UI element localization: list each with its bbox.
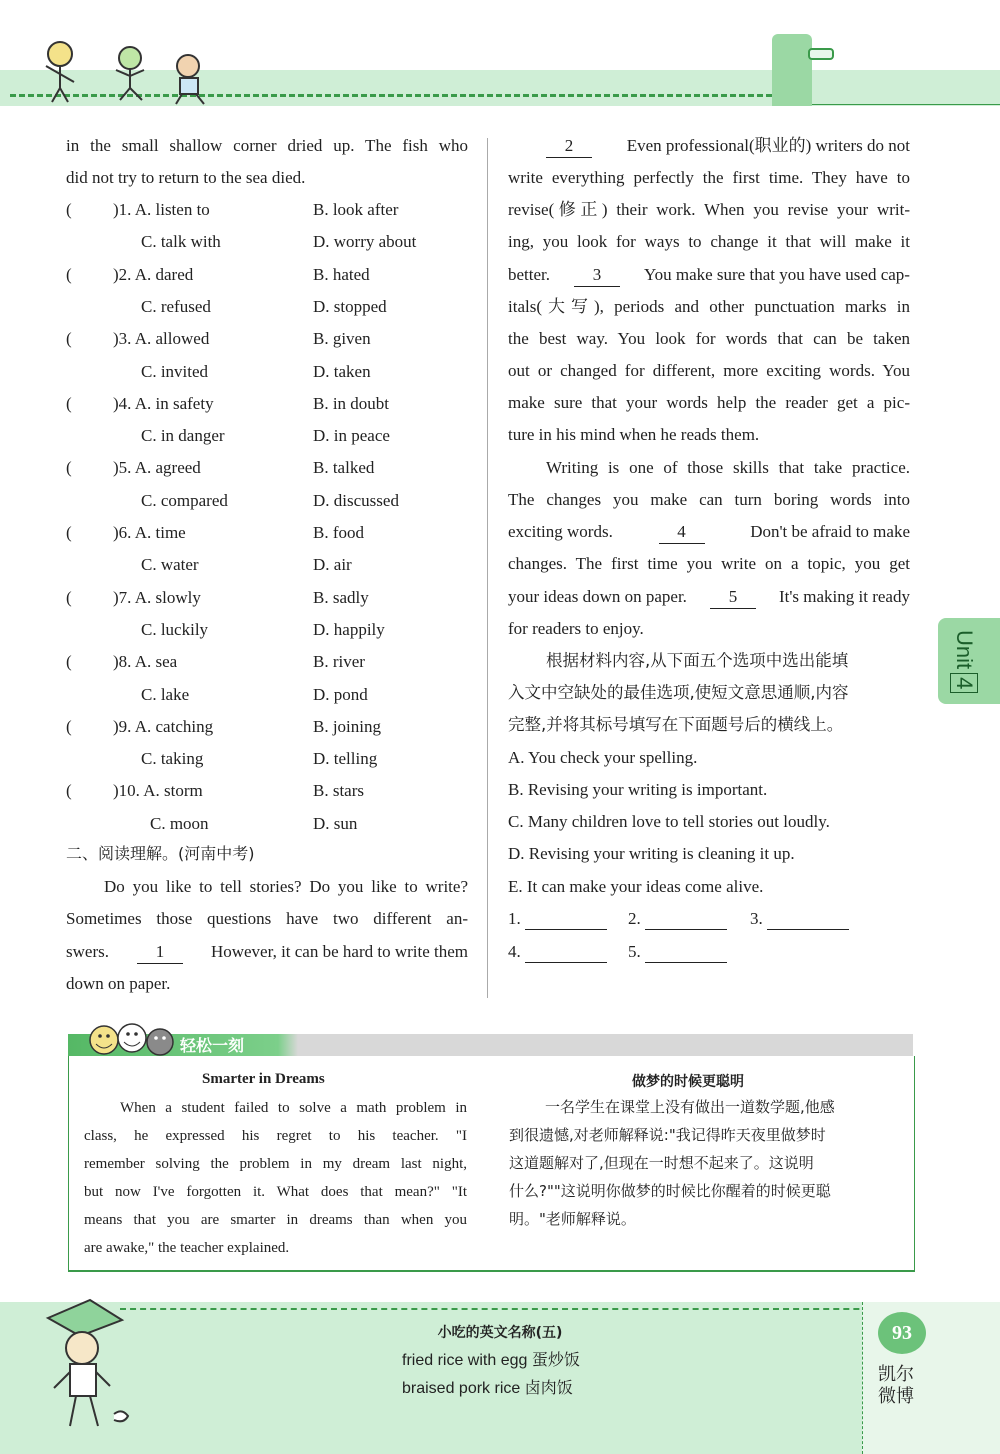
answer-paren[interactable]: ( [66,393,72,413]
answer-2-field[interactable] [645,909,727,930]
cartoon-kids-icon [30,36,230,108]
blank-4[interactable]: 4 [659,521,705,544]
answer-label: 4. [508,942,521,961]
question-10-option-b: B. stars [313,781,364,801]
question-6-option-a: )6. A. time [113,523,186,542]
answer-label: 5. [628,942,641,961]
reading-kid-icon [40,1296,140,1446]
answer-2 [628,908,727,930]
story-en-title: Smarter in Dreams [202,1071,325,1087]
option-c: C. Many children love to tell stories out loudly. [508,812,830,831]
option-b: B. Revising your writing is important. [508,780,768,799]
answer-paren[interactable]: ( [66,329,72,349]
question-9-option-d: D. telling [313,749,378,769]
right-line-12: The changes you make can turn boring words into [508,490,910,509]
blank-5[interactable]: 5 [710,586,756,609]
question-9-option-b: B. joining [313,716,382,736]
blank-2[interactable]: 2 [546,135,592,158]
right-line-8: out or changed for different, more exciting words. You [508,361,910,380]
snack-title: 小吃的英文名称(五) [437,1325,563,1341]
passage-text: swers. [66,942,109,961]
story-zh-line-5: 明。"老师解释说。 [509,1210,636,1228]
answer-label: 1. [508,909,521,928]
answer-paren[interactable]: ( [66,587,72,607]
snack-1-en: fried rice with egg [402,1352,528,1369]
answer-paren[interactable]: ( [66,652,72,672]
answer-paren[interactable]: ( [66,458,72,478]
unit-number: 4 [950,673,978,693]
right-text: exciting words. [508,522,613,541]
right-text: Don't be afraid to make [750,522,910,541]
smiley-faces-icon [86,1020,178,1058]
story-en-line-2: class, he expressed his regret to his teacher. "I [84,1128,467,1144]
right-line-9: make sure that your words help the reader get a pic- [508,393,910,412]
question-10-option-a: )10. A. storm [113,781,203,801]
right-text: better. [508,265,551,284]
question-2-option-d: D. stopped [313,296,387,316]
intro-line-2: did not try to return to the sea died. [66,168,306,187]
question-7-option-b: B. sadly [313,587,369,607]
question-2-option-b: B. hated [313,264,370,284]
answer-paren[interactable]: ( [66,781,72,801]
question-4-option-b: B. in doubt [313,393,390,413]
answer-3-field[interactable] [767,909,849,930]
passage-line-2: Sometimes those questions have two different an- [66,909,468,928]
passage-line-3 [66,941,468,964]
answer-5 [628,941,727,963]
right-line-1 [508,135,910,158]
question-2-option-c: C. refused [141,296,211,316]
passage-line-1: Do you like to tell stories? Do you like to write? [104,877,468,896]
question-4-option-d: D. in peace [313,426,390,446]
right-line-11: Writing is one of those skills that take practice. [546,458,910,477]
question-8-option-c: C. lake [141,684,190,704]
instruction-line-1: 根据材料内容,从下面五个选项中选出能填 [546,651,849,670]
clip-icon [808,48,834,60]
blank-1[interactable]: 1 [137,941,183,964]
right-line-7: the best way. You look for words that can be taken [508,329,910,348]
question-5-option-b: B. talked [313,458,375,478]
right-line-6: itals(大写), periods and other punctuation marks in [508,297,910,316]
answer-paren[interactable]: ( [66,523,72,542]
question-1-option-a: )1. A. listen to [113,200,210,219]
relax-title: 轻松一刻 [180,1036,245,1055]
option-a: A. You check your spelling. [508,748,698,767]
question-8-option-a: )8. A. sea [113,652,178,672]
story-en-line-4: but now I've forgotten it. What does that mean?" "It [84,1184,467,1200]
right-line-14: changes. The first time you write on a topic, you get [508,554,910,573]
question-5-option-d: D. discussed [313,490,399,510]
question-1-option-b: B. look after [313,200,399,219]
story-zh-line-4: 什么?""这说明你做梦的时候比你醒着的时候更聪 [509,1182,831,1200]
snack-1 [402,1347,580,1370]
snack-1-zh: 蛋炒饭 [531,1350,580,1369]
question-3-option-b: B. given [313,329,371,349]
question-7-option-a: )7. A. slowly [113,587,201,607]
story-zh-line-1: 一名学生在课堂上没有做出一道数学题,他感 [545,1098,835,1116]
question-6-option-c: C. water [141,555,199,575]
story-en-line-1: When a student failed to solve a math problem in [120,1100,467,1116]
right-line-15 [508,586,910,609]
header-rule [812,104,1000,105]
question-8-option-d: D. pond [313,684,368,704]
right-line-13 [508,521,910,544]
passage-text: However, it can be hard to write them [210,942,468,961]
header-tab [772,34,812,106]
question-1-option-c: C. talk with [141,232,221,252]
right-line-3: revise(修正) their work. When you revise your writ- [508,200,910,219]
question-7-option-d: D. happily [313,619,385,639]
right-line-2: write everything perfectly the first time. They have to [508,168,910,187]
unit-label [938,630,978,690]
section-title: 二、阅读理解。(河南中考) [66,844,255,863]
answer-label: 2. [628,909,641,928]
option-d: D. Revising your writing is cleaning it up. [508,844,795,863]
question-4-option-c: C. in danger [141,426,225,446]
question-2-option-a: )2. A. dared [113,264,194,284]
question-1-option-d: D. worry about [313,232,417,252]
column-divider [487,138,488,998]
intro-line-1: in the small shallow corner dried up. The fish who [66,136,468,155]
question-9-option-c: C. taking [141,749,204,769]
answer-4-field[interactable] [525,942,607,963]
question-5-option-c: C. compared [141,490,228,510]
question-6-option-d: D. air [313,555,352,575]
snack-2 [402,1375,573,1398]
right-text: your ideas down on paper. [508,587,687,606]
answer-label: 3. [750,909,763,928]
question-10-option-c: C. moon [150,813,209,833]
answer-1-field[interactable] [525,909,607,930]
answer-4 [508,941,607,963]
snack-2-en: braised pork rice [402,1380,521,1397]
answer-paren[interactable]: ( [66,200,72,219]
unit-word: Unit [952,630,977,670]
question-3-option-a: )3. A. allowed [113,329,210,349]
answer-paren[interactable]: ( [66,264,72,284]
answer-3 [750,908,849,930]
question-4-option-a: )4. A. in safety [113,393,214,413]
story-en-line-6: are awake," the teacher explained. [84,1240,290,1256]
story-en-line-3: remember solving the problem in my dream last night, [84,1156,467,1172]
answer-paren[interactable]: ( [66,716,72,736]
answer-1 [508,908,607,930]
right-line-5 [508,264,910,287]
question-3-option-c: C. invited [141,361,209,381]
right-line-16: for readers to enjoy. [508,619,644,638]
question-5-option-a: )5. A. agreed [113,458,201,478]
passage-line-4: down on paper. [66,974,171,993]
right-text: It's making it ready [778,587,910,606]
right-line-4: ing, you look for ways to change it that will make it [508,232,910,251]
snack-2-zh: 卤肉饭 [524,1378,573,1397]
question-9-option-a: )9. A. catching [113,716,214,736]
instruction-line-3: 完整,并将其标号填写在下面题号后的横线上。 [508,715,844,734]
page-number: 93 [878,1312,926,1354]
right-text: You make sure that you have used cap- [644,265,910,284]
story-zh-line-3: 这道题解对了,但现在一时想不起来了。这说明 [509,1154,814,1172]
answer-5-field[interactable] [645,942,727,963]
instruction-line-2: 入文中空缺处的最佳选项,使短文意思通顺,内容 [508,683,849,702]
option-e: E. It can make your ideas come alive. [508,877,764,896]
question-8-option-b: B. river [313,652,365,672]
question-10-option-d: D. sun [313,813,358,833]
question-3-option-d: D. taken [313,361,371,381]
brand-label: 凯尔微博 [878,1364,914,1407]
story-zh-title: 做梦的时候更聪明 [632,1074,744,1090]
story-en-line-5: means that you are smarter in dreams than when you [84,1212,467,1228]
right-line-10: ture in his mind when he reads them. [508,425,760,444]
question-6-option-b: B. food [313,523,364,542]
story-zh-line-2: 到很遗憾,对老师解释说:"我记得昨天夜里做梦时 [509,1126,826,1144]
blank-3[interactable]: 3 [574,264,620,287]
right-text: Even professional(职业的) writers do not [626,136,910,155]
question-7-option-c: C. luckily [141,619,209,639]
